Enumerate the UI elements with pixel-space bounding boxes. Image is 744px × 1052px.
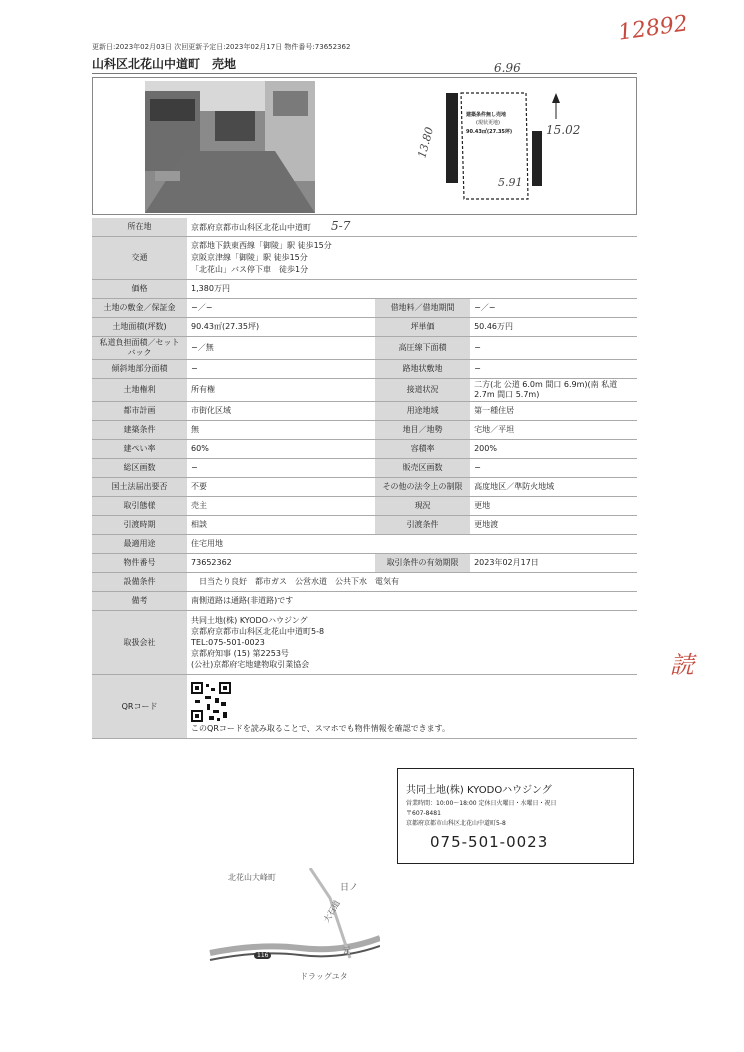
location-label: 所在地 <box>92 218 187 237</box>
national-law-value: 不要 <box>187 478 375 497</box>
deposit-value: −／− <box>187 299 375 318</box>
prop-no-value: 73652362 <box>187 554 375 573</box>
current-label: 現況 <box>375 497 470 516</box>
table-row <box>92 402 637 421</box>
plan-top-dimension: 6.96 <box>494 61 521 75</box>
high-voltage-value: − <box>470 337 637 360</box>
price-label: 価格 <box>92 280 187 299</box>
table-row <box>92 611 637 675</box>
site-plan <box>366 61 616 213</box>
far-value: 200% <box>470 440 637 459</box>
table-row <box>92 478 637 497</box>
footer-phone: 075-501-0023 <box>430 833 549 851</box>
road-access-value: 二方(北 公道 6.0m 間口 6.9m)(南 私道 2.7m 間口 5.7m) <box>470 379 637 402</box>
unit-price-value: 50.46万円 <box>470 318 637 337</box>
agent-line: TEL:075-501-0023 <box>191 638 265 647</box>
table-row <box>92 421 637 440</box>
table-row <box>92 337 637 360</box>
agent-line: (公社)京都府宅地建物取引業協会 <box>191 660 310 669</box>
plan-label-1: 建築条件無し売地 <box>466 112 507 118</box>
map-partial-label: 元 <box>342 947 352 957</box>
facilities-label: 設備条件 <box>92 573 187 592</box>
footer-zip: 〒607-8481 <box>406 810 441 817</box>
total-lots-value: − <box>187 459 375 478</box>
road-shape-label: 路地状敷地 <box>375 360 470 379</box>
road-access-label: 接道状況 <box>375 379 470 402</box>
best-use-value: 住宅用地 <box>187 535 637 554</box>
footer-address: 京都府京都市山科区北花山中道町5-8 <box>406 820 506 827</box>
city-plan-value: 市街化区域 <box>187 402 375 421</box>
handover-cond-label: 引渡条件 <box>375 516 470 535</box>
deposit-label: 土地の敷金／保証金 <box>92 299 187 318</box>
sale-lots-value: − <box>470 459 637 478</box>
area-map <box>200 868 380 988</box>
lease-value: −／− <box>470 299 637 318</box>
plan-left-dimension: 13.80 <box>415 125 437 160</box>
national-law-label: 国土法届出要否 <box>92 478 187 497</box>
remarks-label: 備考 <box>92 592 187 611</box>
trade-type-label: 取引態様 <box>92 497 187 516</box>
land-area-label: 土地面積(坪数) <box>92 318 187 337</box>
plan-area: 90.43㎡(27.35坪) <box>466 129 513 135</box>
zoning-label: 用途地域 <box>375 402 470 421</box>
table-row <box>92 535 637 554</box>
building-cond-value: 無 <box>187 421 375 440</box>
agent-line: 京都府知事 (15) 第2253号 <box>191 649 289 658</box>
table-row <box>92 318 637 337</box>
land-right-label: 土地権利 <box>92 379 187 402</box>
map-street2: 日ノ <box>340 883 359 893</box>
high-voltage-label: 高圧線下面積 <box>375 337 470 360</box>
map-street1: 北花山大峰町 <box>228 873 276 882</box>
remarks-value: 南側道路は通路(非道路)です <box>187 592 637 611</box>
handover-time-value: 相談 <box>187 516 375 535</box>
handwritten-address-suffix: 5-7 <box>331 219 351 233</box>
other-law-value: 高度地区／準防火地域 <box>470 478 637 497</box>
map-road-number: 116 <box>254 952 271 959</box>
valid-period-value: 2023年02月17日 <box>470 554 637 573</box>
sale-lots-label: 販売区画数 <box>375 459 470 478</box>
far-label: 容積率 <box>375 440 470 459</box>
handwritten-side-mark: 読 <box>670 651 694 679</box>
location-value: 京都府京都市山科区北花山中道町 <box>191 223 312 232</box>
table-row <box>92 237 637 280</box>
table-row <box>92 218 637 237</box>
plan-bottom-dimension: 5.91 <box>498 176 523 189</box>
trade-type-value: 売主 <box>187 497 375 516</box>
table-row <box>92 379 637 402</box>
land-right-value: 所有権 <box>187 379 375 402</box>
agent-line: 京都府京都市山科区北花山中道町5-8 <box>191 627 325 636</box>
slope-label: 傾斜地部分面積 <box>92 360 187 379</box>
prop-no-label: 物件番号 <box>92 554 187 573</box>
qr-label: QRコード <box>92 675 187 739</box>
city-plan-label: 都市計画 <box>92 402 187 421</box>
property-spec-table <box>92 218 637 739</box>
land-type-value: 宅地／平坦 <box>470 421 637 440</box>
best-use-label: 最適用途 <box>92 535 187 554</box>
update-info: 更新日:2023年02月03日 次回更新予定日:2023年02月17日 物件番号:73652362 <box>92 43 351 51</box>
transport-line: 京都地下鉄東西線「御陵」駅 徒歩15分 <box>191 241 332 250</box>
plan-right-dimension: 15.02 <box>546 123 581 137</box>
agent-line: 共同土地(株) KYODOハウジング <box>191 616 308 625</box>
transport-line: 「北花山」バス停下車 徒歩1分 <box>191 265 309 274</box>
company-info-box <box>397 768 634 864</box>
qr-caption: このQRコードを読み取ることで、スマホでも物件情報を確認できます。 <box>191 724 450 733</box>
coverage-label: 建ぺい率 <box>92 440 187 459</box>
title-divider <box>92 73 637 74</box>
table-row <box>92 592 637 611</box>
map-store: ドラッグユタ <box>300 972 348 981</box>
land-area-value: 90.43㎡(27.35坪) <box>187 318 375 337</box>
handover-cond-value: 更地渡 <box>470 516 637 535</box>
land-type-label: 地目／地勢 <box>375 421 470 440</box>
table-row <box>92 497 637 516</box>
page-title: 山科区北花山中道町 売地 <box>92 57 237 71</box>
table-row <box>92 299 637 318</box>
table-row <box>92 516 637 535</box>
table-row <box>92 360 637 379</box>
handwritten-number: 12892 <box>616 11 690 46</box>
site-photo <box>145 81 315 213</box>
road-shape-value: − <box>470 360 637 379</box>
transport-label: 交通 <box>92 237 187 280</box>
unit-price-label: 坪単価 <box>375 318 470 337</box>
agent-label: 取扱会社 <box>92 611 187 675</box>
table-row <box>92 280 637 299</box>
current-value: 更地 <box>470 497 637 516</box>
zoning-value: 第一種住居 <box>470 402 637 421</box>
coverage-value: 60% <box>187 440 375 459</box>
price-value: 1,380万円 <box>187 280 637 299</box>
table-row <box>92 573 637 592</box>
other-law-label: その他の法令上の制限 <box>375 478 470 497</box>
table-row <box>92 675 637 739</box>
table-row <box>92 440 637 459</box>
valid-period-label: 取引条件の有効期限 <box>375 554 470 573</box>
map-road: 大石道 <box>322 898 342 925</box>
table-row <box>92 459 637 478</box>
private-road-label: 私道負担面積／セットバック <box>92 337 187 360</box>
table-row <box>92 554 637 573</box>
transport-line: 京阪京津線「御陵」駅 徒歩15分 <box>191 253 308 262</box>
private-road-value: −／無 <box>187 337 375 360</box>
footer-hours: 営業時間：10:00～18:00 定休日火曜日・水曜日・祝日 <box>406 800 557 807</box>
building-cond-label: 建築条件 <box>92 421 187 440</box>
handover-time-label: 引渡時期 <box>92 516 187 535</box>
qr-code[interactable] <box>191 682 241 722</box>
total-lots-label: 総区画数 <box>92 459 187 478</box>
slope-value: − <box>187 360 375 379</box>
footer-company: 共同土地(株) KYODOハウジング <box>406 785 552 796</box>
lease-label: 借地料／借地期間 <box>375 299 470 318</box>
plan-label-2: (現状更地) <box>476 120 500 126</box>
facilities-value: 日当たり良好 都市ガス 公営水道 公共下水 電気有 <box>187 573 637 592</box>
